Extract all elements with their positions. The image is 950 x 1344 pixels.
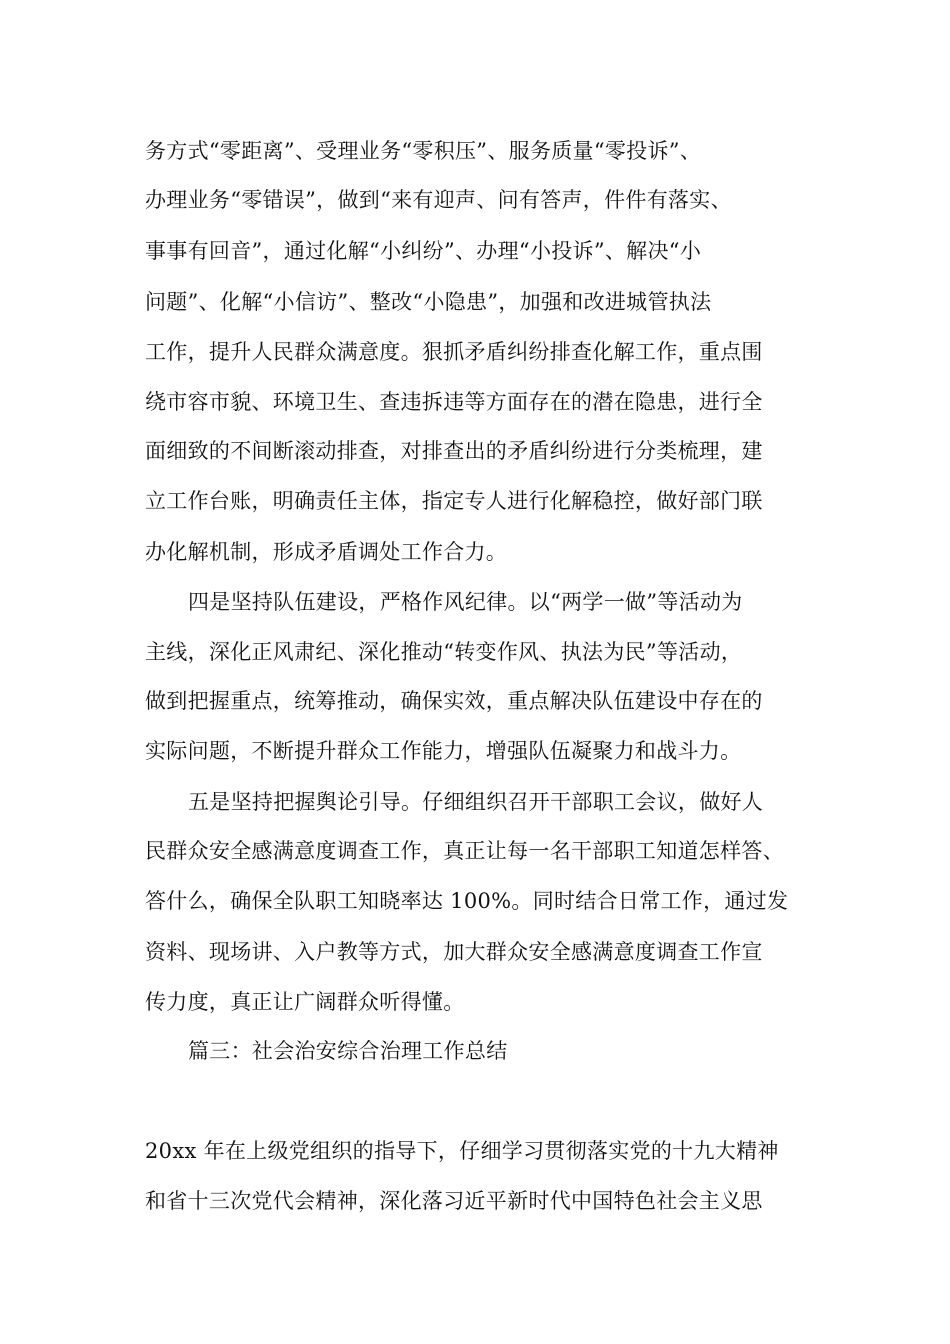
text-line: 办化解机制，形成矛盾调处工作合力。 (145, 540, 508, 564)
section-heading: 篇三：社会治安综合治理工作总结 (188, 1039, 508, 1063)
text-line: 实际问题，不断提升群众工作能力，增强队伍凝聚力和战斗力。 (145, 739, 742, 763)
text-line: 务方式“零距离”、受理业务“零积压”、服务质量“零投诉”、 (145, 139, 702, 163)
paragraph-five-first-line: 五是坚持把握舆论引导。仔细组织召开干部职工会议，做好人 (188, 790, 764, 814)
text-line: 和省十三次党代会精神，深化落习近平新时代中国特色社会主义思 (145, 1189, 763, 1213)
text-line: 答什么，确保全队职工知晓率达 100%。同时结合日常工作，通过发 (145, 889, 789, 913)
text-line: 绕市容市貌、环境卫生、查违拆违等方面存在的潜在隐患，进行全 (145, 390, 763, 414)
text-line: 面细致的不间断滚动排查，对排查出的矛盾纠纷进行分类梳理，建 (145, 439, 763, 463)
text-line: 20xx 年在上级党组织的指导下，仔细学习贯彻落实党的十九大精神 (145, 1139, 779, 1163)
text-line: 问题”、化解“小信访”、整改“小隐患”，加强和改进城管执法 (145, 290, 712, 314)
text-line: 做到把握重点，统筹推动，确保实效，重点解决队伍建设中存在的 (145, 689, 763, 713)
text-line: 资料、现场讲、入户教等方式，加大群众安全感满意度调查工作宣 (145, 940, 763, 964)
text-line: 工作，提升人民群众满意度。狠抓矛盾纠纷排查化解工作，重点围 (145, 340, 763, 364)
text-line: 民群众安全感满意度调查工作，真正让每一名干部职工知道怎样答、 (145, 839, 784, 863)
text-line: 传力度，真正让广阔群众听得懂。 (145, 990, 465, 1014)
paragraph-four-first-line: 四是坚持队伍建设，严格作风纪律。以“两学一做”等活动为 (188, 590, 743, 614)
text-line: 事事有回音”，通过化解“小纠纷”、办理“小投诉”、解决“小 (145, 239, 702, 263)
text-line: 办理业务“零错误”，做到“来有迎声、问有答声，件件有落实、 (145, 188, 732, 212)
text-line: 立工作台账，明确责任主体，指定专人进行化解稳控，做好部门联 (145, 489, 763, 513)
text-line: 主线，深化正风肃纪、深化推动“转变作风、执法为民”等活动， (145, 640, 743, 664)
